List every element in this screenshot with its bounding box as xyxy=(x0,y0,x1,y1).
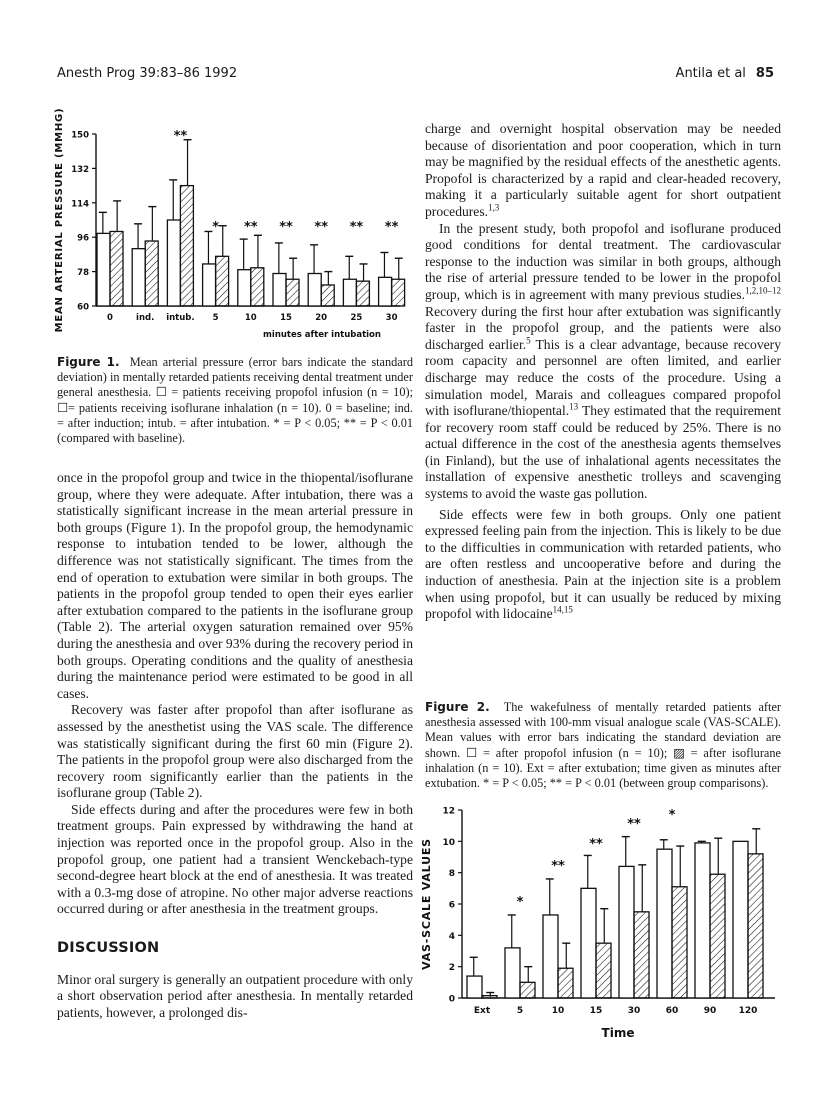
bar-hatched xyxy=(672,887,687,998)
x-tick-label: 5 xyxy=(516,1006,524,1016)
bar-hatched xyxy=(520,982,535,998)
y-tick-label: 8 xyxy=(448,869,455,880)
bar-hatched xyxy=(748,854,763,998)
y-axis-label: MEAN ARTERIAL PRESSURE (MMHG) xyxy=(54,108,65,333)
left-column-body xyxy=(57,470,413,1021)
citation: 1,3 xyxy=(488,202,500,213)
x-tick-label: 90 xyxy=(703,1006,717,1016)
bar-open xyxy=(97,233,110,306)
figure-1-caption-text: Mean arterial pressure (error bars indicate the standard deviation) in mentally retarded patients receiving dental treatment under general anesthesia. ☐ = patients receiving propofol infusion (n = 10); ☐= patients receiving isoflurane inhalation (n = 10). 0 = baseline; ind. = after induction; intub. = after intubation. * = P < 0.05; ** = P < 0.01 (compared with baseline). xyxy=(57,355,413,446)
figure-1-label: Figure 1. xyxy=(57,355,120,369)
bar-open xyxy=(379,277,392,306)
bar-hatched xyxy=(145,241,158,306)
figure-2-chart xyxy=(418,800,808,1050)
bar-open xyxy=(167,220,180,306)
y-axis-label: VAS-SCALE VALUES xyxy=(420,838,433,970)
x-tick-label: 15 xyxy=(589,1006,603,1016)
significance-marker: * xyxy=(668,808,676,823)
y-tick-label: 132 xyxy=(71,164,89,175)
x-tick-label: ind. xyxy=(136,313,155,323)
y-tick-label: 114 xyxy=(71,199,89,210)
bar-hatched xyxy=(286,279,299,306)
bar-open xyxy=(203,264,216,306)
page-number: 85 xyxy=(755,66,774,81)
right-column-body xyxy=(425,121,781,623)
x-tick-label: 25 xyxy=(350,313,363,323)
bar-hatched xyxy=(558,968,573,998)
bar-hatched xyxy=(110,231,123,306)
x-tick-label: 0 xyxy=(107,313,113,323)
paragraph: Recovery was faster after propofol than after isoflurane as assessed by the anesthetist using the VAS scale. The difference was statistically significant during the first 60 min (Figure 2). The patients in the propofol group were also discharged from the recovery room significantly earlier than the patients in the isoflurane group (Table 2). xyxy=(57,702,413,801)
x-tick-label: Ext xyxy=(473,1006,491,1016)
paragraph: Side effects were few in both groups. Only one patient expressed feeling pain from the injection. This is likely to be due to the difficulties in communication with retarded patients, who are often restless and uncooperative before and during the induction of anesthesia. Pain at the injection site is a problem when using propofol, but it can usually be reduced by mixing propofol with lidocaine$^{14,15}$ xyxy=(425,506,781,622)
bar-open xyxy=(467,976,482,998)
y-tick-label: 78 xyxy=(77,268,89,279)
significance-marker: ** xyxy=(627,817,641,832)
paragraph: once in the propofol group and twice in the thiopental/isoflurane group, where they were adequate. After intubation, there was a statistically significant increase in the mean arterial pressure in both groups (Figure 1). In the propofol group, the hemodynamic response to intubation tended to be lower, although the difference was not statistically significant. The times from the end of operation to extubation were similar in both groups. The patients in the propofol group tended to open their eyes earlier after extubation compared to the patients in the isoflurane group (Table 2). The arterial oxygen saturation remained over 95% during the anesthesia and over 93% during the recovery period in both groups. Operating conditions and the quality of anesthesia during the maintenance period were estimated to be good in all cases. xyxy=(57,470,413,701)
paragraph: In the present study, both propofol and isoflurane produced good conditions for dental treatment. The cardiovascular response to the induction was similar in both groups, although the rise of arterial pressure tended to be lower in the propofol group, which is in agreement with many previous studies.$^{1,2,10-12}$ Recovery during the first hour after extubation was significantly faster in the propofol group, and the patients were also discharged earlier.$^5$ This is a clear advantage, because recovery room capacity and personnel are often limited, and earlier discharge may reduce the costs of the procedure. Using a simulation model, Marais and colleagues compared propofol with isoflurane/thiopental.$^{13}$ They estimated that the requirement for recovery room staff could be reduced by 25%. There is no actual difference in the cost of the anesthesia agents themselves (in Finland), but the use of inhalational agents necessitates the installation of expensive anesthetic trolleys and scavenging systems to avoid the waste gas pollution. xyxy=(425,220,782,502)
bar-open xyxy=(695,843,710,998)
significance-marker: ** xyxy=(589,837,603,852)
x-tick-label: 10 xyxy=(551,1006,565,1016)
bar-hatched xyxy=(216,256,229,306)
bar-hatched xyxy=(392,279,405,306)
paragraph: charge and overnight hospital observation may be needed because of disorientation and poor cooperation, which in turn may be magnified by the residual effects of the anesthetic agents. Propofol is characterized by a rapid and clear-headed recovery, making it a particularly suitable agent for short outpatient procedures.$^{1,3}$ xyxy=(425,121,781,219)
significance-marker: ** xyxy=(279,220,293,235)
figure-2-caption-text: The wakefulness of mentally retarded patients after anesthesia assessed with 100-mm visual analogue scale (VAS-SCALE). Mean values with error bars indicating the standard deviation are shown. ☐ = after propofol infusion (n = 10); ▨ = after isoflurane inhalation (n = 10). Ext = after extubation; time given as minutes after extubation. * = P < 0.05; ** = P < 0.01 (between group comparisons). xyxy=(425,700,781,791)
x-tick-label: 15 xyxy=(280,313,292,323)
bar-hatched xyxy=(180,186,193,306)
bar-open xyxy=(657,849,672,998)
significance-marker: ** xyxy=(349,220,364,235)
bar-hatched xyxy=(710,874,725,998)
x-tick-label: 20 xyxy=(315,313,328,323)
y-tick-label: 60 xyxy=(77,302,89,313)
x-tick-label: 120 xyxy=(738,1006,758,1016)
y-tick-label: 150 xyxy=(71,130,89,141)
citation: 5 xyxy=(526,335,531,346)
figure-1-chart xyxy=(48,108,408,348)
x-axis-label: Time xyxy=(601,1026,635,1040)
bar-hatched xyxy=(596,943,611,998)
x-tick-label: 10 xyxy=(244,313,257,323)
citation: 14,15 xyxy=(552,604,573,615)
x-tick-label: 60 xyxy=(665,1006,679,1016)
x-tick-label: 5 xyxy=(212,313,219,323)
bar-open xyxy=(308,274,321,306)
y-tick-label: 12 xyxy=(442,806,455,817)
bar-open xyxy=(238,270,251,306)
bar-hatched xyxy=(634,912,649,998)
section-heading-discussion: DISCUSSION xyxy=(57,940,160,957)
significance-marker: ** xyxy=(243,220,258,235)
significance-marker: * xyxy=(212,220,220,235)
bar-hatched xyxy=(321,285,334,306)
y-tick-label: 6 xyxy=(448,900,455,911)
y-tick-label: 96 xyxy=(77,233,89,244)
citation: 13 xyxy=(569,401,579,412)
bar-hatched xyxy=(251,268,264,306)
paragraph: Side effects during and after the procedures were few in both treatment groups. Pain expressed by withdrawing the hand at injection was reported once in the propofol group. Also in the propofol group, one patient had a transient Wenckebach-type second-degree heart block at the end of anesthesia. It was treated with a 0.3-mg dose of atropine. No other major adverse reactions occurred during or after anesthesia in the treatment groups. xyxy=(57,801,413,917)
significance-marker: ** xyxy=(314,220,329,235)
bar-open xyxy=(581,888,596,998)
figure-2-label: Figure 2. xyxy=(425,700,490,714)
y-tick-label: 4 xyxy=(448,931,455,942)
bar-open xyxy=(132,249,145,306)
significance-marker: ** xyxy=(173,129,188,144)
bar-open xyxy=(543,915,558,998)
author-line: Antila et al xyxy=(675,66,746,81)
bar-open xyxy=(733,841,748,998)
running-head-journal: Anesth Prog 39:83–86 1992 xyxy=(57,66,238,81)
bar-open xyxy=(619,866,634,998)
significance-marker: ** xyxy=(551,859,565,874)
x-tick-label: intub. xyxy=(166,313,195,323)
y-tick-label: 2 xyxy=(448,963,455,974)
paragraph: Minor oral surgery is generally an outpatient procedure with only a short observation period after anesthesia. In mentally retarded patients, however, a prolonged dis- xyxy=(57,971,413,1020)
figure-1-caption xyxy=(57,355,413,446)
running-head-authors xyxy=(676,66,774,81)
x-tick-label: 30 xyxy=(627,1006,641,1016)
citation: 1,2,10–12 xyxy=(745,285,781,296)
x-axis-label: minutes after intubation xyxy=(263,330,381,340)
bar-open xyxy=(343,279,356,306)
y-tick-label: 0 xyxy=(448,994,455,1005)
bar-open xyxy=(505,948,520,998)
x-tick-label: 30 xyxy=(385,313,398,323)
significance-marker: * xyxy=(516,895,524,910)
bar-hatched xyxy=(482,996,497,998)
bar-hatched xyxy=(356,281,369,306)
figure-2-caption xyxy=(425,700,781,791)
bar-open xyxy=(273,274,286,306)
significance-marker: ** xyxy=(384,220,399,235)
y-tick-label: 10 xyxy=(442,837,455,848)
